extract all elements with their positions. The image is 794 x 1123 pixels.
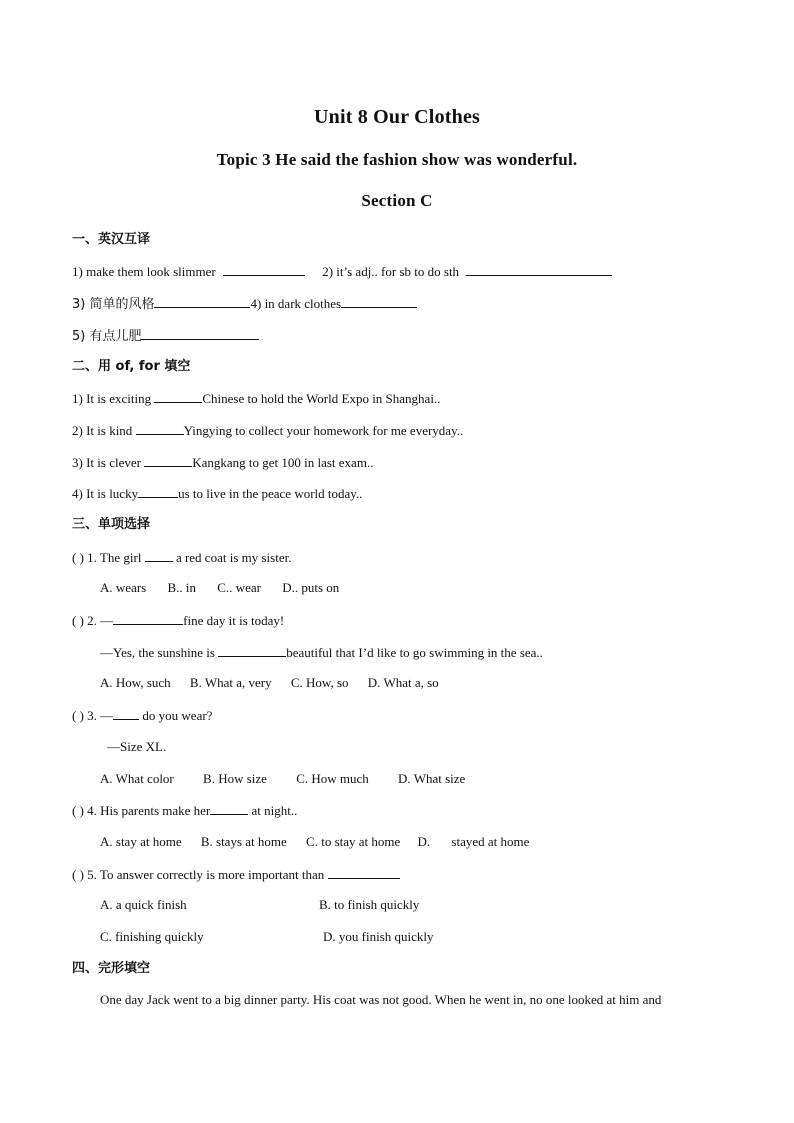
cloze-passage: One day Jack went to a big dinner party. His coat was not good. When he went in, no one looked at him and: [100, 992, 662, 1007]
option-c[interactable]: C. finishing quickly: [100, 929, 204, 944]
q2-reply: —Yes, the sunshine is beautiful that I’d like to go swimming in the sea..: [100, 645, 543, 660]
section-title: Section C: [361, 191, 433, 210]
answer-blank[interactable]: [113, 706, 139, 720]
part2-item1: 1) It is exciting Chinese to hold the World Expo in Shanghai..: [72, 391, 441, 406]
answer-blank[interactable]: [144, 453, 192, 467]
q3-options: [100, 770, 465, 788]
option-a[interactable]: A. a quick finish: [100, 897, 187, 912]
part3-heading: 三、单项选择: [72, 517, 151, 532]
q1-options: [100, 579, 339, 597]
q4-stem: ( ) 4. His parents make her at night..: [72, 803, 298, 818]
option-a[interactable]: A. What color: [100, 771, 174, 786]
part1-row3: [72, 326, 259, 346]
option-c[interactable]: C.. wear: [217, 580, 261, 595]
option-b[interactable]: B. stays at home: [200, 834, 287, 849]
answer-blank[interactable]: [328, 865, 400, 879]
option-d-text: stayed at home: [451, 834, 530, 849]
q1-stem: ( ) 1. The girl a red coat is my sister.: [72, 550, 292, 565]
answer-blank[interactable]: [466, 262, 612, 276]
answer-blank[interactable]: [113, 611, 183, 625]
option-d[interactable]: D.: [417, 834, 431, 849]
part1-item4: 4) in dark clothes: [250, 296, 342, 311]
q5-options-row1: [100, 896, 419, 914]
part1-row1: [72, 262, 612, 281]
part1-item1: 1) make them look slimmer: [72, 264, 216, 279]
option-b[interactable]: B. What a, very: [189, 675, 272, 690]
part2-item4: 4) It is lucky us to live in the peace world today..: [72, 486, 363, 501]
option-b[interactable]: B. to finish quickly: [319, 897, 420, 912]
part1-item5: 5) 有点儿肥: [72, 329, 142, 344]
option-c[interactable]: C. How much: [296, 771, 369, 786]
q2-stem: ( ) 2. — fine day it is today!: [72, 613, 285, 628]
part1-item2: 2) it’s adj.. for sb to do sth: [322, 264, 460, 279]
answer-blank[interactable]: [210, 801, 248, 815]
part2-item3: 3) It is clever Kangkang to get 100 in last exam..: [72, 455, 374, 470]
q3-reply: —Size XL.: [107, 739, 167, 754]
option-c[interactable]: C. to stay at home: [306, 834, 401, 849]
option-c[interactable]: C. How, so: [290, 675, 349, 690]
answer-blank[interactable]: [223, 262, 305, 276]
option-b[interactable]: B.. in: [167, 580, 197, 595]
part2-item2: 2) It is kind Yingying to collect your homework for me everyday..: [72, 423, 464, 438]
part1-row2: [72, 294, 417, 314]
unit-title: Unit 8 Our Clothes: [313, 106, 481, 128]
option-a[interactable]: A. stay at home: [100, 834, 182, 849]
q2-options: [100, 674, 439, 692]
option-d[interactable]: D. you finish quickly: [323, 929, 434, 944]
answer-blank[interactable]: [154, 389, 202, 403]
answer-blank[interactable]: [145, 548, 173, 562]
q5-options-row2: [100, 928, 434, 946]
answer-blank[interactable]: [138, 484, 178, 498]
option-d[interactable]: D.. puts on: [282, 580, 340, 595]
q3-stem: ( ) 3. — do you wear?: [72, 708, 213, 723]
option-a[interactable]: A. How, such: [100, 675, 171, 690]
answer-blank[interactable]: [218, 643, 286, 657]
part1-heading: 一、英汉互译: [72, 232, 151, 247]
part2-heading: 二、用 of, for 填空: [72, 359, 191, 374]
answer-blank[interactable]: [136, 421, 184, 435]
answer-blank[interactable]: [341, 294, 417, 308]
option-d[interactable]: D. What size: [398, 771, 466, 786]
answer-blank[interactable]: [154, 294, 250, 308]
q5-stem: ( ) 5. To answer correctly is more important than: [72, 865, 400, 884]
answer-blank[interactable]: [141, 326, 259, 340]
part1-item3: 3) 简单的风格: [72, 297, 155, 312]
q4-options: [100, 833, 529, 851]
option-b[interactable]: B. How size: [203, 771, 267, 786]
topic-title: Topic 3 He said the fashion show was wonderful.: [216, 150, 578, 169]
part4-heading: 四、完形填空: [72, 961, 151, 976]
option-a[interactable]: A. wears: [100, 580, 147, 595]
option-d[interactable]: D. What a, so: [367, 675, 439, 690]
